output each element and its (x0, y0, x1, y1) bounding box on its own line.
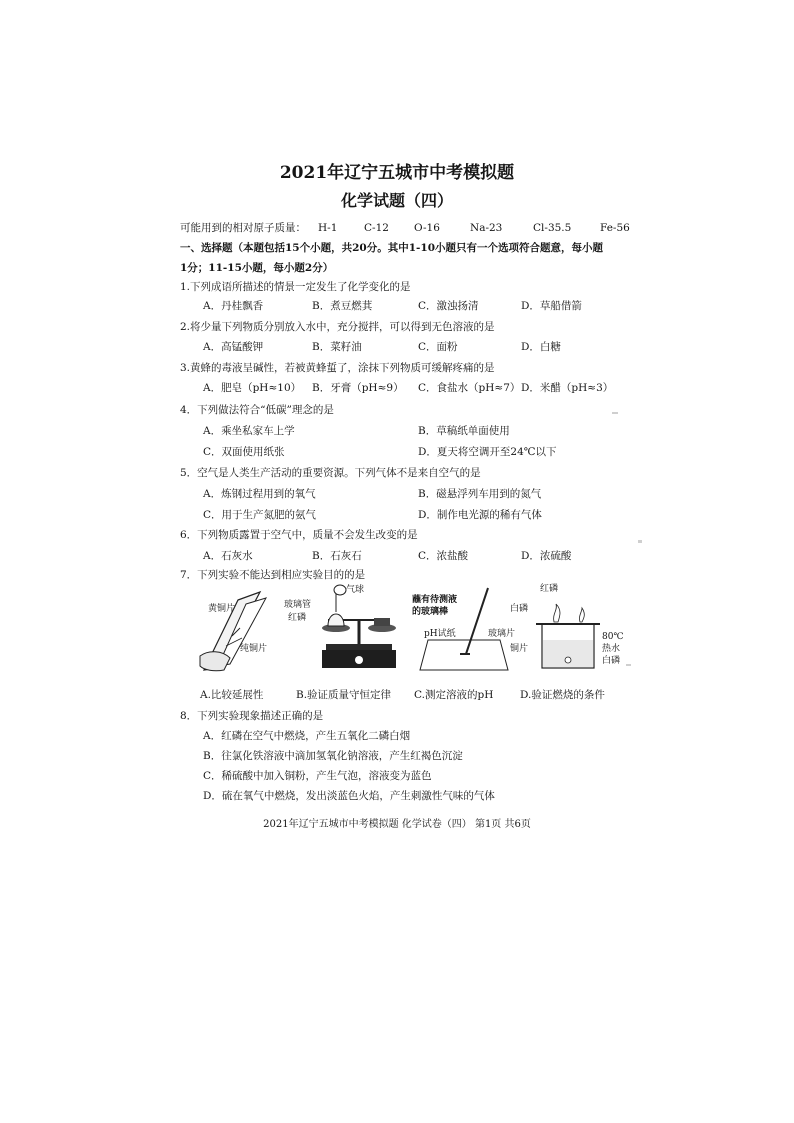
question-5-option-a: A．炼钢过程用到的氧气 (203, 488, 316, 500)
section-heading-line1: 一、选择题（本题包括15个小题，共20分。其中1-10小题只有一个选项符合题意，每小题 (180, 242, 603, 254)
question-6-option-d: D．浓硫酸 (521, 550, 572, 562)
question-2-option-b: B．菜籽油 (312, 341, 362, 353)
figure-a-scratch-test (196, 580, 282, 680)
label-balloon: 气球 (346, 585, 365, 595)
question-3-option-c: C．食盐水（pH≈7） (418, 382, 521, 394)
question-1-option-c: C．激浊扬清 (418, 300, 479, 312)
label-brass: 黄铜片 (208, 604, 236, 614)
question-8-option-d: D．硫在氧气中燃烧，发出淡蓝色火焰，产生刺激性气味的气体 (203, 790, 495, 802)
atomic-mass-na: Na-23 (470, 222, 503, 234)
label-d-white-phosphorus: 白磷 (510, 604, 529, 614)
label-rod-2: 的玻璃棒 (412, 607, 449, 617)
question-1-option-b: B．煮豆燃萁 (312, 300, 373, 312)
atomic-mass-o: O-16 (414, 222, 440, 234)
question-2-option-a: A．高锰酸钾 (203, 341, 264, 353)
atomic-mass-label: 可能用到的相对原子质量： (180, 222, 306, 234)
question-8-option-a: A．红磷在空气中燃烧，产生五氧化二磷白烟 (203, 730, 411, 742)
label-glass-plate: 玻璃片 (488, 629, 516, 639)
atomic-mass-cl: Cl-35.5 (533, 222, 572, 234)
label-d-white-phosphorus-2: 白磷 (602, 656, 621, 666)
question-3-option-b: B．牙膏（pH≈9） (312, 382, 404, 394)
label-hot-water: 热水 (602, 644, 621, 654)
scan-speck (612, 412, 618, 414)
scan-speck (626, 664, 631, 666)
question-1-option-a: A．丹桂飘香 (203, 300, 264, 312)
figure-b-drawing (284, 580, 404, 680)
question-4-option-c: C．双面使用纸张 (203, 446, 285, 458)
question-6-option-c: C．浓盐酸 (418, 550, 469, 562)
question-7-option-c: C.测定溶液的pH (414, 689, 494, 701)
question-7-option-b: B.验证质量守恒定律 (296, 689, 392, 701)
question-8-option-b: B．往氯化铁溶液中滴加氢氧化钠溶液，产生红褐色沉淀 (203, 750, 463, 762)
question-8-option-c: C．稀硫酸中加入铜粉，产生气泡，溶液变为蓝色 (203, 770, 432, 782)
question-7-option-a: A.比较延展性 (200, 689, 264, 701)
question-2-option-c: C．面粉 (418, 341, 458, 353)
question-1-option-d: D．草船借箭 (521, 300, 582, 312)
section-heading-line2: 1分；11-15小题，每小题2分） (180, 262, 334, 274)
label-rod-1: 蘸有待测液 (412, 595, 458, 605)
question-2-stem: 2.将少量下列物质分别放入水中，充分搅拌，可以得到无色溶液的是 (180, 321, 495, 333)
exam-subtitle: 化学试题（四） (340, 191, 453, 210)
question-6-option-a: A．石灰水 (203, 550, 253, 562)
question-7-stem: 7．下列实验不能达到相应实验目的的是 (180, 569, 366, 581)
question-4-option-a: A．乘坐私家车上学 (203, 425, 295, 437)
page-footer: 2021年辽宁五城市中考模拟题 化学试卷（四） 第1页 共6页 (263, 819, 531, 830)
question-5-option-b: B．磁悬浮列车用到的氮气 (418, 488, 542, 500)
question-4-option-b: B．草稿纸单面使用 (418, 425, 510, 437)
label-copper: 纯铜片 (240, 644, 268, 654)
figure-d-combustion (510, 580, 630, 680)
atomic-mass-fe: Fe-56 (600, 222, 630, 234)
label-d-red-phosphorus: 红磷 (540, 584, 559, 594)
figure-b-balance (284, 580, 404, 680)
label-temperature: 80℃ (602, 632, 624, 642)
question-2-option-d: D．白糖 (521, 341, 561, 353)
question-5-option-d: D．制作电光源的稀有气体 (418, 509, 542, 521)
question-6-stem: 6．下列物质露置于空气中，质量不会发生改变的是 (180, 529, 418, 541)
question-1-stem: 1.下列成语所描述的情景一定发生了化学变化的是 (180, 281, 411, 293)
question-3-stem: 3.黄蜂的毒液呈碱性，若被黄蜂蜇了，涂抹下列物质可缓解疼痛的是 (180, 362, 495, 374)
figure-c-ph-test (408, 580, 520, 680)
question-4-stem: 4．下列做法符合“低碳”理念的是 (180, 404, 334, 416)
question-3-option-a: A．肥皂（pH≈10） (203, 382, 302, 394)
question-5-stem: 5．空气是人类生产活动的重要资源。下列气体不是来自空气的是 (180, 467, 481, 479)
question-7-option-d: D.验证燃烧的条件 (520, 689, 605, 701)
label-glass-tube: 玻璃管 (284, 600, 312, 610)
label-ph-paper: pH试纸 (424, 629, 456, 639)
figure-a-drawing (196, 580, 282, 680)
exam-title: 2021年辽宁五城市中考模拟题 (279, 163, 515, 183)
atomic-mass-h: H-1 (318, 222, 338, 234)
question-5-option-c: C．用于生产氮肥的氨气 (203, 509, 317, 521)
scan-speck (638, 540, 642, 543)
atomic-mass-c: C-12 (364, 222, 389, 234)
question-4-option-d: D．夏天将空调开至24℃以下 (418, 446, 557, 458)
label-copper-plate: 铜片 (510, 644, 529, 654)
question-6-option-b: B．石灰石 (312, 550, 362, 562)
label-red-phosphorus: 红磷 (288, 613, 307, 623)
question-3-option-d: D．米醋（pH≈3） (521, 382, 614, 394)
question-8-stem: 8．下列实验现象描述正确的是 (180, 710, 324, 722)
